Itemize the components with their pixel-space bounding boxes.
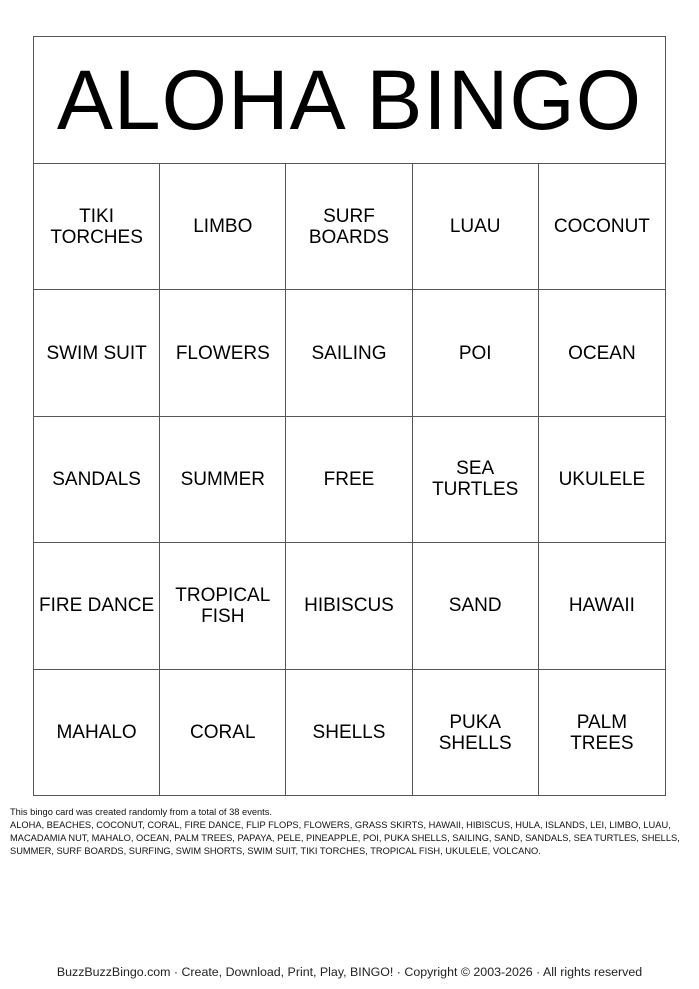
- bingo-cell: POI: [413, 290, 539, 416]
- bingo-cell: LUAU: [413, 164, 539, 290]
- site-footer: BuzzBuzzBingo.com · Create, Download, Print, Play, BINGO! · Copyright © 2003-2026 · All rights reserved: [56, 965, 643, 979]
- bingo-cell: SEA TURTLES: [413, 417, 539, 543]
- bingo-card: [33, 36, 666, 796]
- bingo-cell: FLOWERS: [160, 290, 286, 416]
- bingo-cell: FIRE DANCE: [34, 543, 160, 669]
- event-list-text: ALOHA, BEACHES, COCONUT, CORAL, FIRE DANCE, FLIP FLOPS, FLOWERS, GRASS SKIRTS, HAWAII, HIBISCUS, HULA, ISLANDS, LEI, LIMBO, LUAU, MACADAMIA NUT, MAHALO, OCEAN, PALM TREES, PAPAYA, PELE, PINEAPPLE, POI, PUKA SHELLS, SAILING, SAND, SANDALS, SEA TURTLES, SHELLS, SUMMER, SURF BOARDS, SURFING, SWIM SHORTS, SWIM SUIT, TIKI TORCHES, TROPICAL FISH, UKULELE, VOLCANO.: [10, 820, 680, 856]
- bingo-cell: HAWAII: [539, 543, 665, 669]
- bingo-cell: SAILING: [286, 290, 412, 416]
- bingo-cell: OCEAN: [539, 290, 665, 416]
- card-header: [34, 37, 665, 164]
- bingo-grid: [34, 164, 665, 796]
- bingo-cell: TIKI TORCHES: [34, 164, 160, 290]
- event-list-note: [10, 806, 690, 858]
- bingo-cell: LIMBO: [160, 164, 286, 290]
- bingo-cell: SUMMER: [160, 417, 286, 543]
- bingo-cell: UKULELE: [539, 417, 665, 543]
- bingo-cell: SANDALS: [34, 417, 160, 543]
- bingo-cell: PUKA SHELLS: [413, 670, 539, 796]
- bingo-cell: SAND: [413, 543, 539, 669]
- bingo-cell: SURF BOARDS: [286, 164, 412, 290]
- bingo-cell: COCONUT: [539, 164, 665, 290]
- free-space-cell: FREE: [286, 417, 412, 543]
- bingo-cell: TROPICAL FISH: [160, 543, 286, 669]
- event-count-text: This bingo card was created randomly from a total of 38 events.: [10, 807, 272, 817]
- bingo-cell: MAHALO: [34, 670, 160, 796]
- card-title: ALOHA BINGO: [56, 53, 643, 147]
- bingo-cell: SWIM SUIT: [34, 290, 160, 416]
- bingo-cell: SHELLS: [286, 670, 412, 796]
- bingo-cell: HIBISCUS: [286, 543, 412, 669]
- bingo-cell: CORAL: [160, 670, 286, 796]
- bingo-cell: PALM TREES: [570, 711, 634, 754]
